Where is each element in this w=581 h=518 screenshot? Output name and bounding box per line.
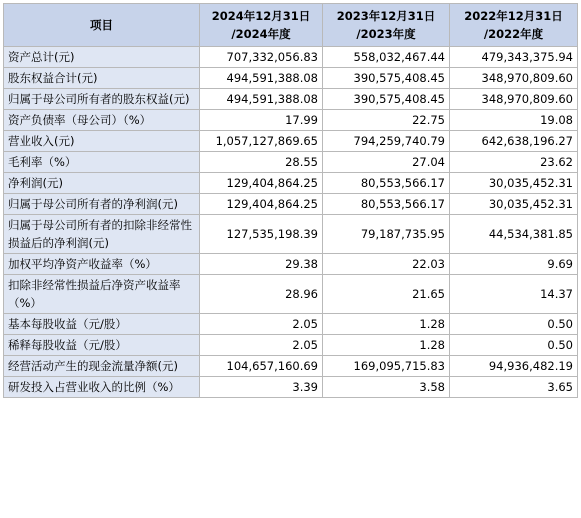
cell-value: 27.04 [323,152,450,173]
header-item: 项目 [4,4,200,47]
cell-value: 22.03 [323,254,450,275]
financial-table-container [3,3,578,398]
cell-value: 28.96 [200,275,323,314]
cell-value: 348,970,809.60 [450,68,578,89]
cell-value: 707,332,056.83 [200,47,323,68]
row-label-gross-margin: 毛利率（%） [4,152,200,173]
row-label-parent-equity: 归属于母公司所有者的股东权益(元) [4,89,200,110]
financial-summary-table [3,3,578,398]
cell-value: 169,095,715.83 [323,356,450,377]
cell-value: 127,535,198.39 [200,215,323,254]
table-row [4,173,578,194]
row-label-parent-net-profit: 归属于母公司所有者的净利润(元) [4,194,200,215]
row-label-diluted-eps: 稀释每股收益（元/股） [4,335,200,356]
table-body [4,47,578,398]
cell-value: 794,259,740.79 [323,131,450,152]
row-label-basic-eps: 基本每股收益（元/股） [4,314,200,335]
header-row [4,4,578,47]
table-row [4,89,578,110]
cell-value: 44,534,381.85 [450,215,578,254]
cell-value: 30,035,452.31 [450,194,578,215]
row-label-total-assets: 资产总计(元) [4,47,200,68]
cell-value: 29.38 [200,254,323,275]
row-label-total-equity: 股东权益合计(元) [4,68,200,89]
cell-value: 2.05 [200,314,323,335]
cell-value: 80,553,566.17 [323,173,450,194]
table-row [4,314,578,335]
cell-value: 390,575,408.45 [323,89,450,110]
row-label-weighted-roe: 加权平均净资产收益率（%） [4,254,200,275]
header-2022-date: 2022年12月31日 [464,9,563,23]
cell-value: 14.37 [450,275,578,314]
cell-value: 3.39 [200,377,323,398]
header-col-2023 [323,4,450,47]
cell-value: 94,936,482.19 [450,356,578,377]
table-row [4,152,578,173]
table-header [4,4,578,47]
cell-value: 104,657,160.69 [200,356,323,377]
cell-value: 0.50 [450,314,578,335]
table-row [4,110,578,131]
cell-value: 9.69 [450,254,578,275]
table-row [4,194,578,215]
cell-value: 1,057,127,869.65 [200,131,323,152]
cell-value: 129,404,864.25 [200,173,323,194]
row-label-debt-ratio: 资产负债率（母公司）（%） [4,110,200,131]
header-col-2022 [450,4,578,47]
cell-value: 19.08 [450,110,578,131]
row-label-revenue: 营业收入(元) [4,131,200,152]
cell-value: 30,035,452.31 [450,173,578,194]
cell-value: 129,404,864.25 [200,194,323,215]
cell-value: 79,187,735.95 [323,215,450,254]
cell-value: 348,970,809.60 [450,89,578,110]
row-label-rd-ratio: 研发投入占营业收入的比例（%） [4,377,200,398]
cell-value: 21.65 [323,275,450,314]
header-col-2024 [200,4,323,47]
cell-value: 642,638,196.27 [450,131,578,152]
table-row [4,47,578,68]
table-row [4,254,578,275]
cell-value: 28.55 [200,152,323,173]
table-row [4,68,578,89]
row-label-operating-cash-flow: 经营活动产生的现金流量净额(元) [4,356,200,377]
cell-value: 1.28 [323,335,450,356]
table-row [4,377,578,398]
cell-value: 558,032,467.44 [323,47,450,68]
cell-value: 494,591,388.08 [200,89,323,110]
table-row [4,356,578,377]
header-2024-year: /2024年度 [231,27,291,41]
cell-value: 494,591,388.08 [200,68,323,89]
cell-value: 390,575,408.45 [323,68,450,89]
cell-value: 22.75 [323,110,450,131]
cell-value: 17.99 [200,110,323,131]
header-2023-date: 2023年12月31日 [336,9,436,23]
table-row [4,215,578,254]
cell-value: 23.62 [450,152,578,173]
header-2022-year: /2022年度 [483,27,544,41]
row-label-adjusted-roe: 扣除非经常性损益后净资产收益率（%） [4,275,200,314]
cell-value: 2.05 [200,335,323,356]
table-row [4,131,578,152]
table-row [4,335,578,356]
cell-value: 0.50 [450,335,578,356]
cell-value: 3.65 [450,377,578,398]
table-row [4,275,578,314]
row-label-net-profit: 净利润(元) [4,173,200,194]
cell-value: 479,343,375.94 [450,47,578,68]
header-2024-date: 2024年12月31日 [211,9,311,23]
cell-value: 80,553,566.17 [323,194,450,215]
row-label-adjusted-net-profit: 归属于母公司所有者的扣除非经常性损益后的净利润(元) [4,215,200,254]
header-2023-year: /2023年度 [356,27,416,41]
cell-value: 3.58 [323,377,450,398]
cell-value: 1.28 [323,314,450,335]
